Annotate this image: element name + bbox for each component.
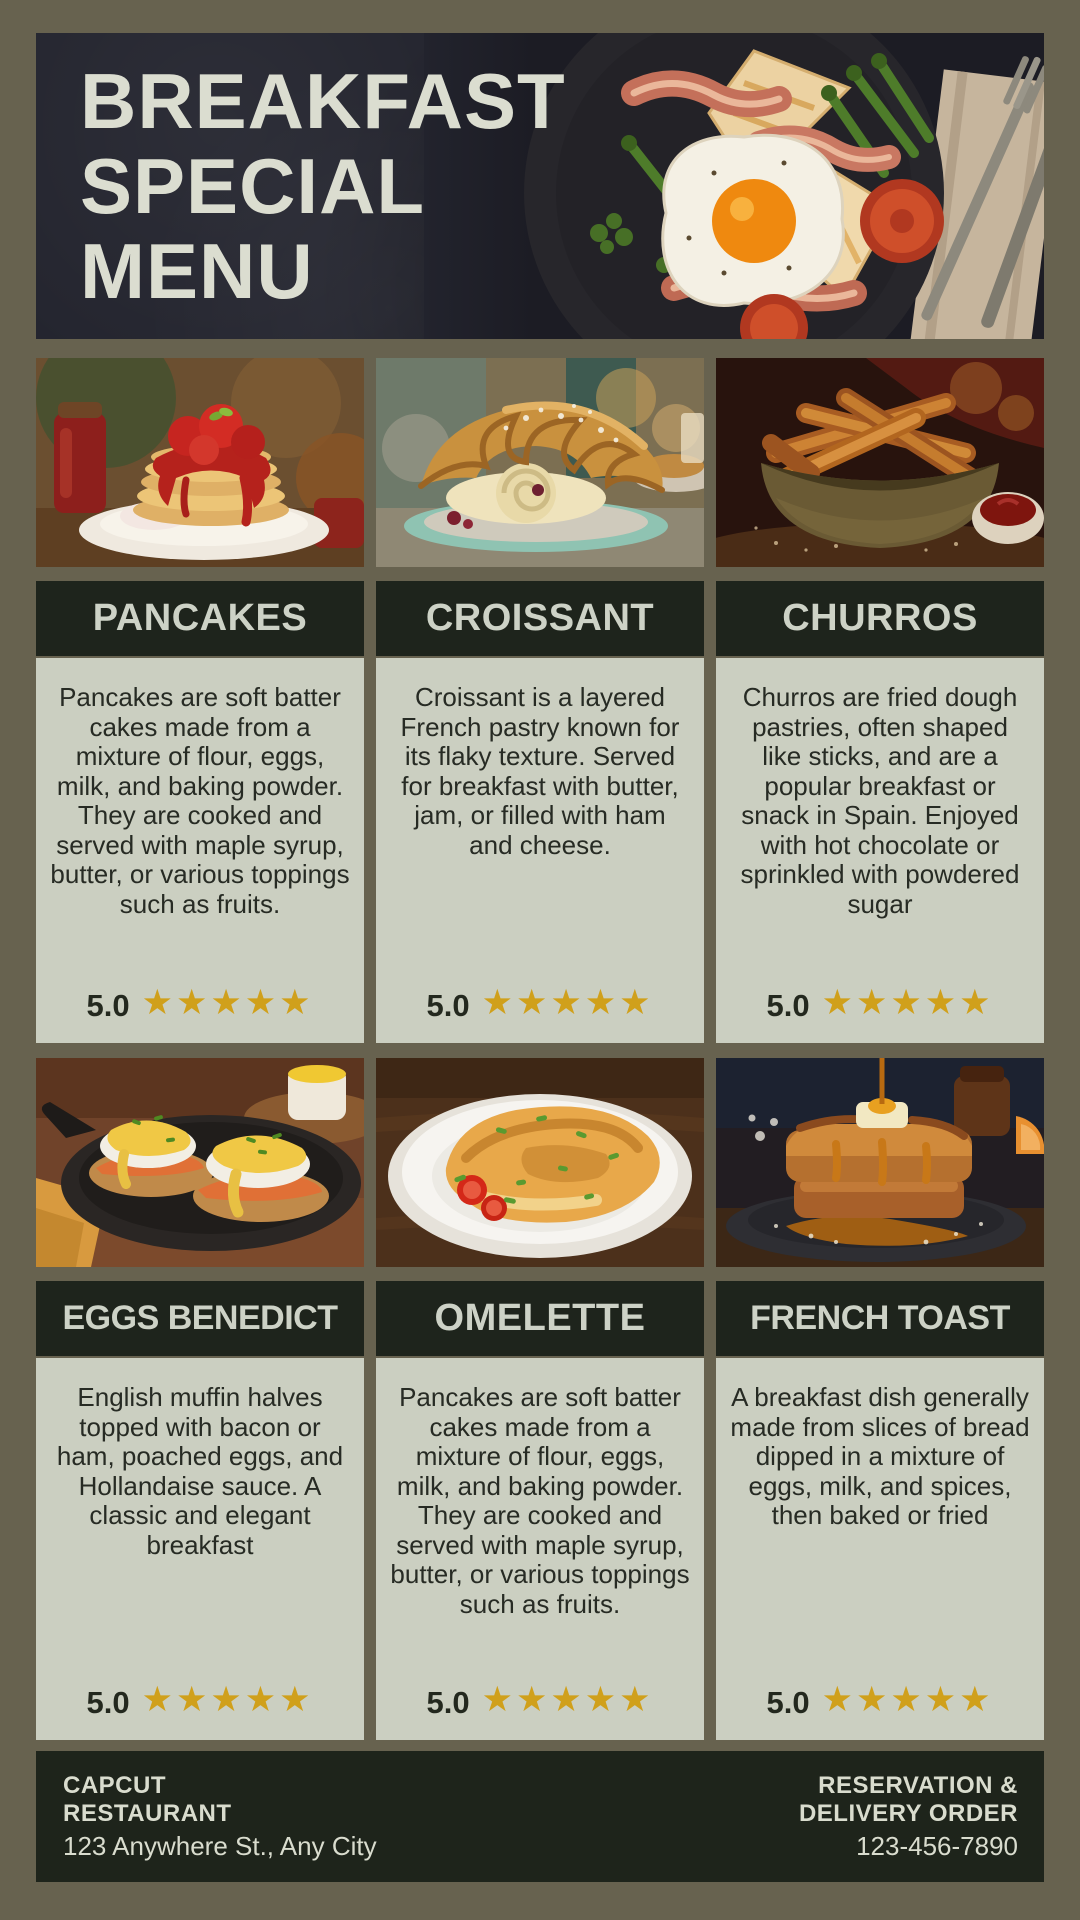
rating-score: 5.0 (766, 987, 810, 1023)
rating-stars-icon: ★★★★★ (141, 983, 314, 1023)
header-banner (36, 33, 1044, 339)
restaurant-name-line-2: RESTAURANT (63, 1800, 232, 1827)
menu-item-omelette (376, 1058, 704, 1740)
menu-item-pancakes (36, 358, 364, 1043)
item-title-churros: CHURROS (716, 581, 1044, 656)
eggs-benedict-photo (36, 1058, 364, 1267)
menu-item-churros (716, 358, 1044, 1043)
footer-contact-info (799, 1772, 1018, 1861)
restaurant-address: 123 Anywhere St., Any City (63, 1831, 377, 1861)
contact-heading-line-1: RESERVATION & (818, 1772, 1018, 1799)
item-card-eggs-benedict (36, 1358, 364, 1740)
footer-bar (36, 1751, 1044, 1882)
menu-item-eggs-benedict (36, 1058, 364, 1740)
restaurant-name-line-1: CAPCUT (63, 1772, 166, 1799)
croissant-photo (376, 358, 704, 567)
item-description: English muffin halves topped with bacon or ham, poached eggs, and Hollandaise sauce. A classic and elegant breakfast (56, 1382, 344, 1560)
rating-stars-icon: ★★★★★ (821, 1680, 994, 1720)
rating-stars-icon: ★★★★★ (481, 1680, 654, 1720)
menu-row-1 (36, 358, 1044, 1043)
item-card-omelette (376, 1358, 704, 1740)
rating-score: 5.0 (426, 1684, 470, 1720)
menu-item-french-toast (716, 1058, 1044, 1740)
french-toast-photo (716, 1058, 1044, 1267)
rating-stars-icon: ★★★★★ (481, 983, 654, 1023)
item-card-pancakes (36, 658, 364, 1043)
item-rating (716, 1680, 1044, 1720)
item-rating (376, 1680, 704, 1720)
omelette-photo (376, 1058, 704, 1267)
item-rating (716, 983, 1044, 1023)
item-description: Pancakes are soft batter cakes made from a mixture of flour, eggs, milk, and baking powder. They are cooked and served with maple syrup, butter, or various toppings such as fruits. (390, 1382, 690, 1619)
item-title-eggs-benedict: EGGS BENEDICT (36, 1281, 364, 1356)
menu-row-2 (36, 1058, 1044, 1740)
poster-title-line-2: SPECIAL (80, 142, 426, 230)
contact-heading-line-2: DELIVERY ORDER (798, 1800, 1018, 1827)
item-title-omelette: OMELETTE (376, 1281, 704, 1356)
item-description: Croissant is a layered French pastry known for its flaky texture. Served for breakfast with butter, jam, or filled with ham and cheese. (400, 682, 680, 860)
poster-title-line-1: BREAKFAST (80, 57, 566, 145)
rating-stars-icon: ★★★★★ (821, 983, 994, 1023)
item-rating (36, 1680, 364, 1720)
rating-stars-icon: ★★★★★ (141, 1680, 314, 1720)
item-card-croissant (376, 658, 704, 1043)
rating-score: 5.0 (426, 987, 470, 1023)
item-description: Churros are fried dough pastries, often shaped like sticks, and are a popular breakfast or snack in Spain. Enjoyed with hot chocolate or sprinkled with powdered sugar (740, 682, 1020, 919)
item-description: A breakfast dish generally made from slices of bread dipped in a mixture of eggs, milk, and spices, then baked or fried (730, 1382, 1030, 1530)
item-title-french-toast: FRENCH TOAST (716, 1281, 1044, 1356)
churros-photo (716, 358, 1044, 567)
contact-phone: 123-456-7890 (856, 1831, 1018, 1861)
poster-title-line-3: MENU (80, 227, 314, 315)
footer-restaurant-info (63, 1772, 377, 1861)
poster-title (36, 33, 566, 339)
item-card-churros (716, 658, 1044, 1043)
item-card-french-toast (716, 1358, 1044, 1740)
item-title-croissant: CROISSANT (376, 581, 704, 656)
item-rating (376, 983, 704, 1023)
menu-item-croissant (376, 358, 704, 1043)
rating-score: 5.0 (86, 987, 130, 1023)
pancakes-photo (36, 358, 364, 567)
rating-score: 5.0 (766, 1684, 810, 1720)
item-description: Pancakes are soft batter cakes made from a mixture of flour, eggs, milk, and baking powder. They are cooked and served with maple syrup, butter, or various toppings such as fruits. (50, 682, 350, 919)
item-title-pancakes: PANCAKES (36, 581, 364, 656)
item-rating (36, 983, 364, 1023)
rating-score: 5.0 (86, 1684, 130, 1720)
